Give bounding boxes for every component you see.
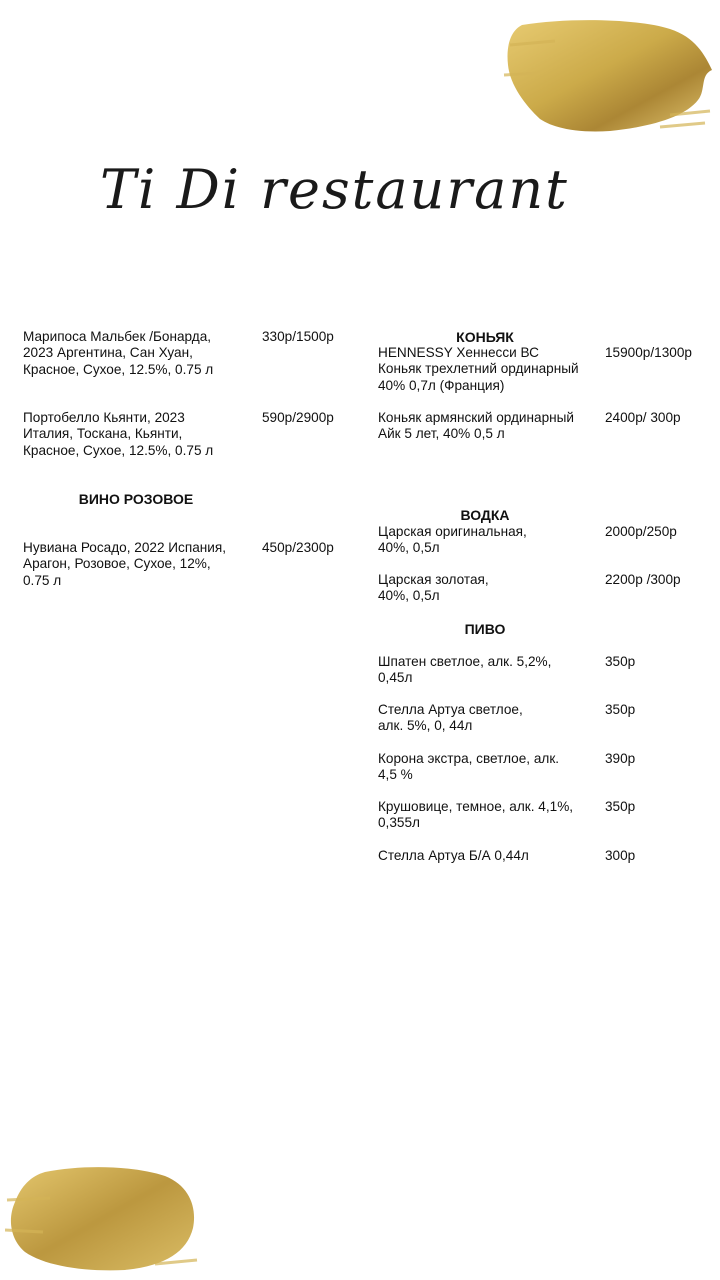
item-name: Коньяк армянский ординарный Айк 5 лет, 40% 0,5 л (378, 410, 575, 442)
item-name: Марипоса Мальбек /Бонарда, 2023 Аргентина, Сан Хуан, Красное, Сухое, 12.5%, 0.75 л (23, 329, 214, 377)
restaurant-logo: Ti Di restaurant (100, 158, 569, 221)
item-name: HENNESSY Хеннесси ВС Коньяк трехлетний ординарный 40% 0,7л (Франция) (378, 345, 579, 393)
gold-brush-stroke-bottom (5, 1160, 200, 1275)
section-heading-beer: ПИВО (464, 621, 506, 637)
item-name: Нувиана Росадо, 2022 Испания, Арагон, Розовое, Сухое, 12%, 0.75 л (23, 540, 227, 588)
item-price: 300р (605, 848, 636, 863)
item-price: 15900р/1300р (605, 345, 692, 360)
item-price: 350р (605, 702, 636, 717)
gold-brush-stroke-top (500, 15, 715, 140)
item-name: Портобелло Кьянти, 2023 Италия, Тоскана, Кьянти, Красное, Сухое, 12.5%, 0.75 л (23, 410, 214, 458)
section-heading-cognac: КОНЬЯК (456, 329, 514, 345)
item-price: 2000р/250р (605, 524, 677, 539)
item-price: 2200р /300р (605, 572, 681, 587)
item-price: 390р (605, 751, 636, 766)
item-name: Крушовице, темное, алк. 4,1%, 0,355л (378, 799, 574, 831)
item-name: Шпатен светлое, алк. 5,2%, 0,45л (378, 654, 552, 686)
item-price: 330р/1500р (262, 329, 334, 344)
item-price: 450р/2300р (262, 540, 334, 555)
item-name: Корона экстра, светлое, алк. 4,5 % (378, 751, 560, 783)
item-price: 2400р/ 300р (605, 410, 681, 425)
section-heading-rose-wine: ВИНО РОЗОВОЕ (78, 491, 194, 507)
item-price: 350р (605, 654, 636, 669)
item-name: Царская золотая, 40%, 0,5л (378, 572, 489, 604)
item-price: 590р/2900р (262, 410, 334, 425)
section-heading-vodka: ВОДКА (460, 507, 510, 523)
item-name: Царская оригинальная, 40%, 0,5л (378, 524, 527, 556)
item-name: Стелла Артуа Б/А 0,44л (378, 848, 529, 863)
item-price: 350р (605, 799, 636, 814)
item-name: Стелла Артуа светлое, алк. 5%, 0, 44л (378, 702, 523, 734)
